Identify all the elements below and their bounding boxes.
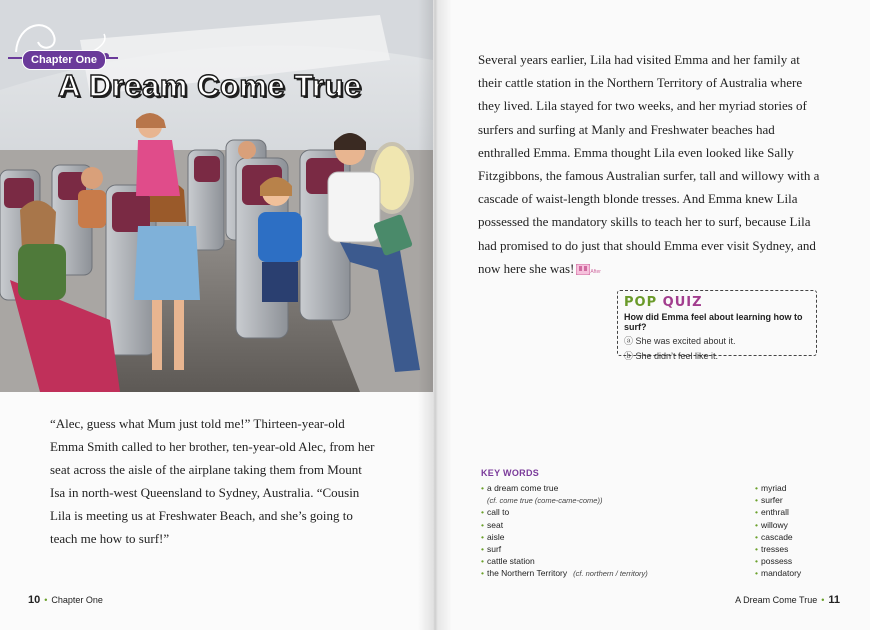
key-word-item: • cascade	[755, 531, 793, 542]
pop-quiz-option-b[interactable]: ⓑ She didn’t feel like it.	[624, 351, 719, 361]
key-word-item: • a dream come true	[481, 483, 559, 493]
pop-quiz-title-part2: QUIZ	[662, 295, 703, 310]
right-folio	[735, 594, 840, 606]
left-folio	[28, 594, 103, 606]
chapter-label: Chapter One	[22, 50, 106, 70]
pop-quiz-option-a[interactable]: ⓐ She was excited about it.	[624, 336, 736, 346]
left-body-paragraph: “Alec, guess what Mum just told me!” Thirteen-year-old Emma Smith called to her brother, ten-year-old Alec, from her seat across the aisle of the airplane taking them from Mount Isa in north-west Queensland to Sydney, Australia. “Cousin Lila is meeting us at Freshwater Beach, and she’s going to teach me how to surf!”	[50, 416, 375, 546]
key-word-item: • mandatory	[755, 568, 802, 579]
key-word-item: • enthrall	[755, 507, 789, 518]
pop-quiz-title	[624, 295, 810, 310]
right-page-number: 11	[828, 594, 840, 606]
key-word-item: • surf	[481, 543, 502, 554]
left-running-head: Chapter One	[51, 595, 103, 605]
key-word-item: • the Northern Territory (cf. northern / territory)	[481, 568, 648, 579]
key-words-heading: KEY WORDS	[481, 468, 540, 478]
right-body-text: Several years earlier, Lila had visited Emma and her family at their cattle station in the Northern Territory of Australia where they lived. Lila stayed for two weeks, and her myriad stories of surfers and surfing at Manly and Freshwater beaches had enthralled Emma. Emma thought Lila even looked like Sally Fitzgibbons, the famous Australian surfer, tall and willowy with a cascade of waist-length blonde tresses. And Emma knew Lila possessed the mandatory skills to teach her to surf, because Lila had promised to do just that should Emma ever visit Sydney, and now here she was!	[478, 52, 820, 276]
audio-icon[interactable]	[576, 264, 590, 275]
pop-quiz-title-part1: POP	[624, 295, 663, 310]
key-words-column-1	[481, 482, 648, 580]
key-word-item: • possess	[755, 556, 793, 567]
key-word-item: • tresses	[755, 543, 789, 554]
key-word-item: • call to	[481, 507, 510, 518]
key-word-item: • seat	[481, 519, 504, 530]
key-word-item: • cattle station	[481, 556, 535, 567]
chapter-title: A Dream Come True	[58, 68, 362, 103]
pop-quiz-question: How did Emma feel about learning how to surf?	[624, 312, 803, 332]
key-word-item: • aisle	[481, 531, 505, 542]
pop-quiz-box	[617, 290, 817, 361]
right-body-paragraph	[478, 48, 820, 284]
folio-bullet-icon: •	[821, 595, 825, 605]
key-word-item: • myriad	[755, 483, 787, 493]
audio-label: After	[590, 268, 601, 275]
key-words-column-2	[755, 482, 801, 580]
folio-bullet-icon: •	[44, 595, 48, 605]
left-page-number: 10	[28, 594, 41, 606]
key-word-item: • willowy	[755, 519, 788, 530]
key-word-item: • surfer	[755, 495, 783, 506]
key-word-note: (cf. come true (come-came-come))	[487, 496, 603, 506]
right-running-head: A Dream Come True	[735, 595, 818, 605]
